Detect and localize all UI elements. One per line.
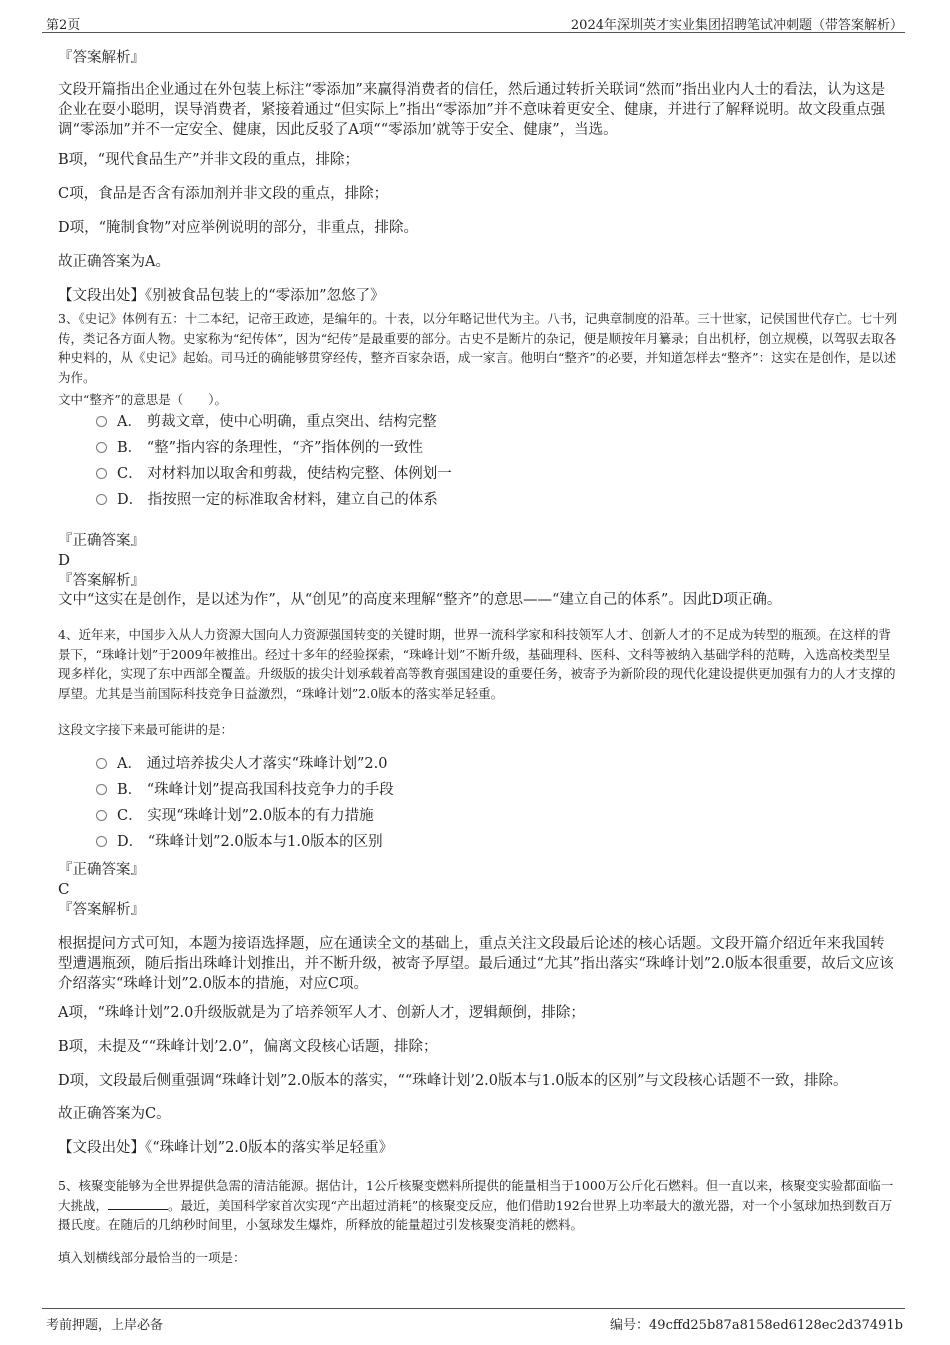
q2-analysis-tag: 『答案解析』 <box>58 50 145 66</box>
q4-option-d-analysis: D项，文段最后侧重强调“珠峰计划”2.0版本的落实，““珠峰计划’2.0版本与1.0版本的区别”与文段核心话题不一致，排除。 <box>58 1073 848 1089</box>
document-title: 2024年深圳英才实业集团招聘笔试冲刺题（带答案解析） <box>570 18 903 33</box>
q3-option-b[interactable]: B． “整”指内容的条理性，“齐”指体例的一致性 <box>96 437 423 459</box>
radio-icon[interactable] <box>96 836 107 847</box>
radio-icon[interactable] <box>96 784 107 795</box>
fill-blank-line <box>108 1197 168 1210</box>
page-number: 第2页 <box>46 18 81 33</box>
q3-stem: 3、《史记》体例有五：十二本纪，记帝王政迹，是编年的。十表，以分年略记世代为主。八书，记典章制度的沿革。三十世家，记侯国世代存亡。七十列传，类记各方面人物。史家称为“纪传体”，因为“纪传”是最重要的部分。古史不是断片的杂记，便是顺按年月纂录；自出机杼，创立规模，以驾驭去取各种史料的，从《史记》起始。司马迁的确能够贯穿经传，整齐百家杂语，成一家言。他明白“整齐”的必要，并知道怎样去“整齐”：这实在是创作，是以述为作。 <box>58 311 898 385</box>
radio-icon[interactable] <box>96 494 107 505</box>
q3-option-c[interactable]: C． 对材料加以取舍和剪裁，使结构完整、体例划一 <box>96 463 452 485</box>
q2-source: 【文段出处】《别被食品包装上的“零添加”忽悠了》 <box>58 288 385 304</box>
radio-icon[interactable] <box>96 468 107 479</box>
q2-option-b-analysis: B项，“现代食品生产”并非文段的重点，排除； <box>58 152 359 168</box>
q4-option-a-analysis: A项，“珠峰计划”2.0升级版就是为了培养领军人才、创新人才，逻辑颠倒，排除； <box>58 1005 585 1021</box>
q4-correct-tag: 『正确答案』 <box>58 862 145 878</box>
q4-option-b-analysis: B项，未提及““珠峰计划’2.0”，偏离文段核心话题，排除； <box>58 1039 438 1055</box>
q4-conclusion: 故正确答案为C。 <box>58 1106 171 1122</box>
document-id: 编号：49cffd25b87a8158ed6128ec2d37491b <box>610 1318 903 1333</box>
q4-stem: 4、近年来，中国步入从人力资源大国向人力资源强国转变的关键时期，世界一流科学家和科技领军人才、创新人才的不足成为转型的瓶颈。在这样的背景下，“珠峰计划”于2009年被推出。经过十多年的经验探索，“珠峰计划”不断升级，基础理科、医科、文科等被纳入基础学科的范畴，入选高校类型呈现多样化，实现了东中西部全覆盖。升级版的拔尖计划承载着高等教育强国建设的重要任务，被寄予为新阶段的现代化建设提供更加强有力的人才支撑的厚望。尤其是当前国际科技竞争日益激烈，“珠峰计划”2.0版本的落实举足轻重。 <box>58 627 896 701</box>
q3-analysis: 文中“这实在是创作，是以述为作”，从“创见”的高度来理解“整齐”的意思——“建立自己的体系”。因此D项正确。 <box>58 592 782 608</box>
q5-question: 填入划横线部分最恰当的一项是： <box>58 1250 246 1265</box>
radio-icon[interactable] <box>96 416 107 427</box>
q4-option-a[interactable]: A． 通过培养拔尖人才落实“珠峰计划”2.0 <box>96 753 387 775</box>
q2-conclusion: 故正确答案为A。 <box>58 254 170 270</box>
q3-option-d[interactable]: D． 指按照一定的标准取舍材料，建立自己的体系 <box>96 489 438 511</box>
radio-icon[interactable] <box>96 810 107 821</box>
q4-analysis: 根据提问方式可知，本题为接语选择题，应在通读全文的基础上，重点关注文段最后论述的核心话题。文段开篇介绍近年来我国转型遭遇瓶颈，随后指出珠峰计划推出，并不断升级，被寄予厚望。最后通过“尤其”指出落实“珠峰计划”2.0版本很重要，故后文应该介绍落实“珠峰计划”2.0版本的措施，对应C项。 <box>58 936 894 992</box>
q4-option-d[interactable]: D． “珠峰计划”2.0版本与1.0版本的区别 <box>96 831 383 853</box>
q2-option-d-analysis: D项，“腌制食物”对应举例说明的部分，非重点，排除。 <box>58 220 418 236</box>
q3-correct-answer: D <box>58 551 71 569</box>
q3-analysis-tag: 『答案解析』 <box>58 573 145 589</box>
q2-option-c-analysis: C项，食品是否含有添加剂并非文段的重点，排除； <box>58 186 389 202</box>
q4-question: 这段文字接下来最可能讲的是： <box>58 722 234 737</box>
q3-question: 文中“整齐”的意思是（ ）。 <box>58 392 228 407</box>
radio-icon[interactable] <box>96 442 107 453</box>
q5-stem: 5、核聚变能够为全世界提供急需的清洁能源。据估计，1公斤核聚变燃料所提供的能量相当于1000万公斤化石燃料。但一直以来，核聚变实验都面临一大挑战， 。最近，美国科学家首次实现“产出超过消耗”的核聚变反应，他们借助192台世界上功率最大的激光器，对一个小氢球加热到数百万摄氏度。在随后的几纳秒时间里，小氢球发生爆炸，所释放的能量超过引发核聚变消耗的燃料。 <box>58 1178 894 1232</box>
q2-analysis: 文段开篇指出企业通过在外包装上标注“零添加”来赢得消费者的信任，然后通过转折关联词“然而”指出业内人士的看法，认为这是企业在耍小聪明，误导消费者，紧接着通过“但实际上”指出“零添加”并不意味着更安全、健康，并进行了解释说明。故文段重点强调“零添加”并不一定安全、健康，因此反驳了A项““零添加’就等于安全、健康”，当选。 <box>58 82 886 138</box>
footer-slogan: 考前押题，上岸必备 <box>46 1318 164 1333</box>
page-footer <box>42 1308 905 1331</box>
q3-correct-tag: 『正确答案』 <box>58 533 145 549</box>
q4-source: 【文段出处】《“珠峰计划”2.0版本的落实举足轻重》 <box>58 1140 394 1156</box>
q4-analysis-tag: 『答案解析』 <box>58 902 145 918</box>
q4-option-b[interactable]: B． “珠峰计划”提高我国科技竞争力的手段 <box>96 779 394 801</box>
q3-option-a[interactable]: A． 剪裁文章，使中心明确，重点突出、结构完整 <box>96 411 437 433</box>
q4-option-c[interactable]: C． 实现“珠峰计划”2.0版本的有力措施 <box>96 805 374 827</box>
page-header <box>42 12 905 33</box>
q4-correct-answer: C <box>58 880 70 898</box>
radio-icon[interactable] <box>96 758 107 769</box>
